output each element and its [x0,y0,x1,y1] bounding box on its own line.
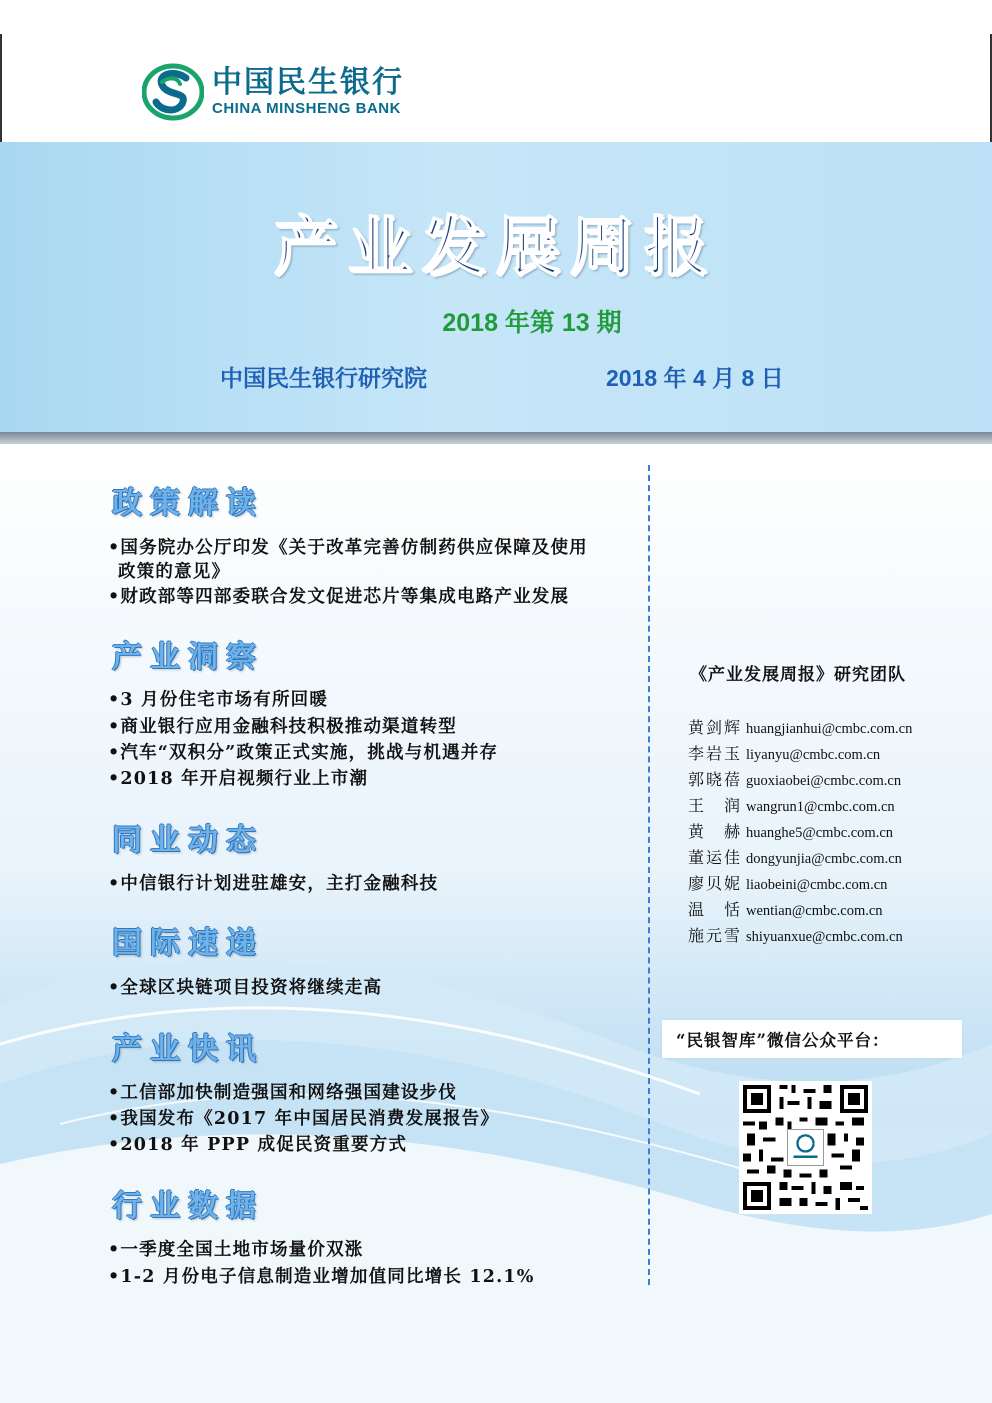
team-member [688,871,887,894]
member-email[interactable]: huanghe5@cmbc.com.cn [746,825,894,841]
team-member [688,715,912,738]
report-title: 产业发展周报 [274,211,718,285]
list-item: •我国发布《2017 年中国居民消费发展报告》 [108,1109,500,1129]
list-item: •1-2 月份电子信息制造业增加值同比增长 12.1% [108,1267,535,1287]
member-email[interactable]: wangrun1@cmbc.com.cn [746,799,895,815]
team-title: 《产业发展周报》研究团队 [690,665,906,685]
qr-code-icon[interactable] [739,1081,872,1214]
list-item: •中信银行计划进驻雄安，主打金融科技 [108,874,439,894]
list-item: •3 月份住宅市场有所回暖 [108,690,329,710]
banner-bottom-shadow [0,432,992,444]
team-member [688,923,903,946]
list-item: •全球区块链项目投资将继续走高 [108,978,383,998]
member-email[interactable]: wentian@cmbc.com.cn [746,903,883,919]
issue-number: 2018 年第 13 期 [442,309,622,337]
list-item: •工信部加快制造强国和网络强国建设步伐 [108,1083,457,1103]
team-member [688,897,883,920]
list-item: •财政部等四部委联合发文促进芯片等集成电路产业发展 [108,587,570,607]
team-member [688,793,895,816]
member-name: 廖贝妮 [688,874,743,893]
minsheng-logo-icon [142,62,204,122]
team-member [688,845,902,868]
list-item-continuation: 政策的意见》 [118,562,231,582]
bank-logo [142,62,404,122]
column-divider [648,465,650,1285]
list-item: •汽车“双积分”政策正式实施，挑战与机遇并存 [108,743,499,763]
bank-name-en: CHINA MINSHENG BANK [212,100,401,117]
bank-name-cn: 中国民生银行 [212,65,404,100]
member-email[interactable]: liaobeini@cmbc.com.cn [746,877,888,893]
list-item: •一季度全国土地市场量价双涨 [108,1240,364,1260]
list-item [108,560,638,584]
institute-name: 中国民生银行研究院 [220,365,427,391]
section-title-data: 行业数据 [112,1189,264,1224]
section-title-news: 产业快讯 [112,1032,264,1067]
team-member [688,741,880,764]
member-name: 黄 赫 [688,822,743,841]
member-name: 董运佳 [688,848,743,867]
wechat-label: “民银智库”微信公众平台： [676,1031,890,1050]
list-item: •国务院办公厅印发《关于改革完善仿制药供应保障及使用 [108,538,588,558]
publication-date: 2018 年 4 月 8 日 [606,365,784,391]
list-item: •2018 年 PPP 成促民资重要方式 [108,1135,408,1155]
team-member [688,767,901,790]
team-member [688,819,893,842]
section-title-international: 国际速递 [112,926,264,961]
member-name: 温 恬 [688,900,743,919]
section-title-insight: 产业洞察 [112,640,264,675]
member-email[interactable]: huangjianhui@cmbc.com.cn [746,721,913,737]
left-border-rule [0,34,2,142]
member-name: 黄剑辉 [688,718,743,737]
list-item: •商业银行应用金融科技积极推动渠道转型 [108,717,457,737]
member-name: 郭晓蓓 [688,770,743,789]
member-email[interactable]: dongyunjia@cmbc.com.cn [746,851,902,867]
section-title-policy: 政策解读 [112,486,264,521]
member-name: 施元雪 [688,926,743,945]
member-email[interactable]: liyanyu@cmbc.com.cn [746,747,881,763]
member-email[interactable]: shiyuanxue@cmbc.com.cn [746,929,903,945]
member-email[interactable]: guoxiaobei@cmbc.com.cn [746,773,902,789]
member-name: 王 润 [688,796,743,815]
member-name: 李岩玉 [688,744,743,763]
list-item: •2018 年开启视频行业上市潮 [108,769,369,789]
section-title-peer: 同业动态 [112,823,264,858]
